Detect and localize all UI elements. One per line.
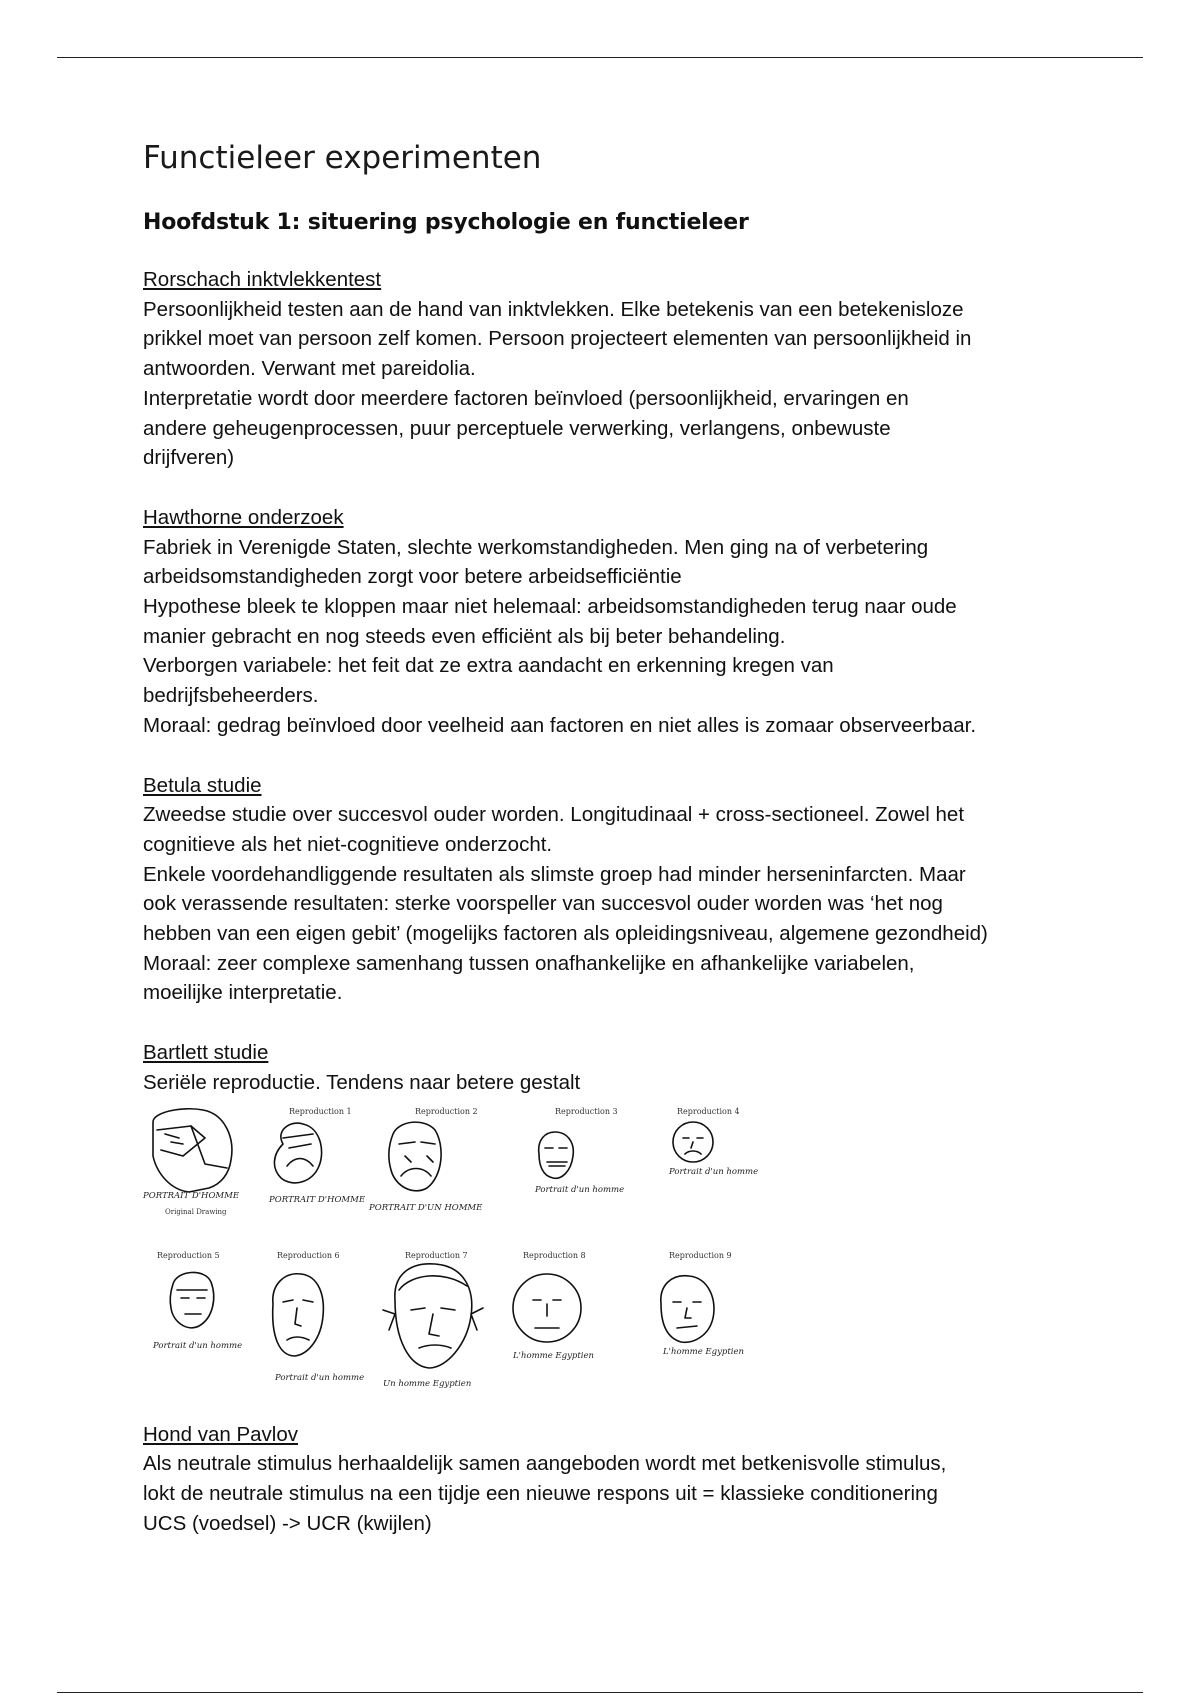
figure-caption: Un homme Egyptien: [383, 1378, 472, 1389]
text-line: bedrijfsbeheerders.: [143, 684, 319, 708]
figure-caption: Original Drawing: [165, 1207, 227, 1216]
document-title: Functieleer experimenten: [143, 140, 542, 176]
section-title: Betula studie: [143, 773, 262, 797]
figure-label: Reproduction 6: [277, 1250, 340, 1260]
bottom-rule: [57, 1692, 1143, 1693]
bartlett-drawings: [143, 1104, 763, 1396]
text-line: manier gebracht en nog steeds even efficiënt als bij beter behandeling.: [143, 624, 786, 648]
document-body: [143, 140, 1083, 1568]
reproduction-4: [668, 1107, 758, 1177]
reproduction-3: [534, 1107, 624, 1195]
figure-caption: Portrait d'un homme: [153, 1340, 243, 1351]
text-line: moeilijke interpretatie.: [143, 981, 343, 1005]
figure-label: Reproduction 3: [555, 1106, 618, 1116]
section-betula: [143, 771, 1083, 1009]
original-drawing: [143, 1108, 240, 1215]
text-line: Fabriek in Verenigde Staten, slechte werkomstandigheden. Men ging na of verbetering: [143, 535, 929, 559]
top-rule: [57, 57, 1143, 58]
reproduction-9: [661, 1251, 744, 1357]
figure-caption: Portrait d'un homme: [669, 1166, 759, 1177]
text-line: UCS (voedsel) -> UCR (kwijlen): [143, 1511, 432, 1535]
figure-label: Reproduction 1: [289, 1106, 352, 1116]
reproduction-5: [152, 1251, 242, 1351]
text-line: Hypothese bleek te kloppen maar niet helemaal: arbeidsomstandigheden terug naar oude: [143, 595, 957, 619]
text-line: Als neutrale stimulus herhaaldelijk samen aangeboden wordt met betkenisvolle stimulus,: [143, 1452, 947, 1476]
section-rorschach: [143, 265, 1083, 473]
section-bartlett: [143, 1038, 1083, 1395]
text-line: Moraal: zeer complexe samenhang tussen onafhankelijke en afhankelijke variabelen,: [143, 951, 915, 975]
text-line: Zweedse studie over succesvol ouder worden. Longitudinaal + cross-sectioneel. Zowel het: [143, 803, 965, 827]
text-line: prikkel moet van persoon zelf komen. Persoon projecteert elementen van persoonlijkheid in: [143, 327, 972, 351]
chapter-heading: Hoofdstuk 1: situering psychologie en functieleer: [143, 210, 749, 235]
reproduction-6: [273, 1251, 364, 1383]
text-line: Seriële reproductie. Tendens naar betere gestalt: [143, 1070, 581, 1094]
figure-label: Reproduction 4: [677, 1106, 740, 1116]
figure-label: Reproduction 7: [405, 1250, 468, 1260]
figure-caption: Portrait d'un homme: [275, 1372, 365, 1383]
text-line: cognitieve als het niet-cognitieve onderzocht.: [143, 832, 553, 856]
section-title: Hond van Pavlov: [143, 1422, 298, 1446]
text-line: antwoorden. Verwant met pareidolia.: [143, 357, 476, 381]
section-title: Rorschach inktvlekkentest: [143, 268, 382, 291]
text-line: ook verassende resultaten: sterke voorspeller van succesvol ouder worden was ‘het nog: [143, 892, 943, 916]
text-line: arbeidsomstandigheden zorgt voor betere arbeidsefficiëntie: [143, 565, 682, 589]
figure-caption: PORTRAIT D'HOMME: [143, 1190, 240, 1201]
text-line: Moraal: gedrag beïnvloed door veelheid aan factoren en niet alles is zomaar observeerbaar.: [143, 713, 977, 737]
text-line: Enkele voordehandliggende resultaten als slimste groep had minder herseninfarcten. Maar: [143, 862, 966, 886]
section-title: Bartlett studie: [143, 1041, 269, 1065]
reproduction-7: [383, 1251, 483, 1389]
section-hawthorne: [143, 503, 1083, 741]
text-line: Persoonlijkheid testen aan de hand van inktvlekken. Elke betekenis van een betekenisloze: [143, 297, 964, 321]
figure-caption: L'homme Egyptien: [513, 1350, 594, 1361]
figure-caption: L'homme Egyptien: [663, 1346, 744, 1357]
text-line: andere geheugenprocessen, puur perceptuele verwerking, verlangens, onbewuste: [143, 416, 891, 440]
figure-label: Reproduction 8: [523, 1250, 586, 1260]
figure-label: Reproduction 5: [157, 1250, 220, 1260]
section-title: Hawthorne onderzoek: [143, 505, 344, 529]
text-line: Verborgen variabele: het feit dat ze extra aandacht en erkenning kregen van: [143, 654, 834, 678]
reproduction-1: [268, 1107, 366, 1205]
text-line: drijfveren): [143, 446, 235, 470]
section-pavlov: [143, 1420, 1083, 1539]
figure-label: Reproduction 2: [415, 1106, 478, 1116]
bartlett-reproduction-figure: [143, 1104, 763, 1396]
figure-label: Reproduction 9: [669, 1250, 732, 1260]
text-line: Interpretatie wordt door meerdere factoren beïnvloed (persoonlijkheid, ervaringen en: [143, 386, 909, 410]
figure-caption: Portrait d'un homme: [535, 1184, 625, 1195]
reproduction-8: [512, 1251, 594, 1361]
figure-caption: PORTRAIT D'UN HOMME: [369, 1202, 483, 1213]
reproduction-2: [368, 1107, 483, 1213]
text-line: hebben van een eigen gebit’ (mogelijks factoren als opleidingsniveau, algemene gezondheid): [143, 922, 988, 946]
text-line: lokt de neutrale stimulus na een tijdje een nieuwe respons uit = klassieke conditionering: [143, 1481, 938, 1505]
figure-caption: PORTRAIT D'HOMME: [269, 1194, 366, 1205]
